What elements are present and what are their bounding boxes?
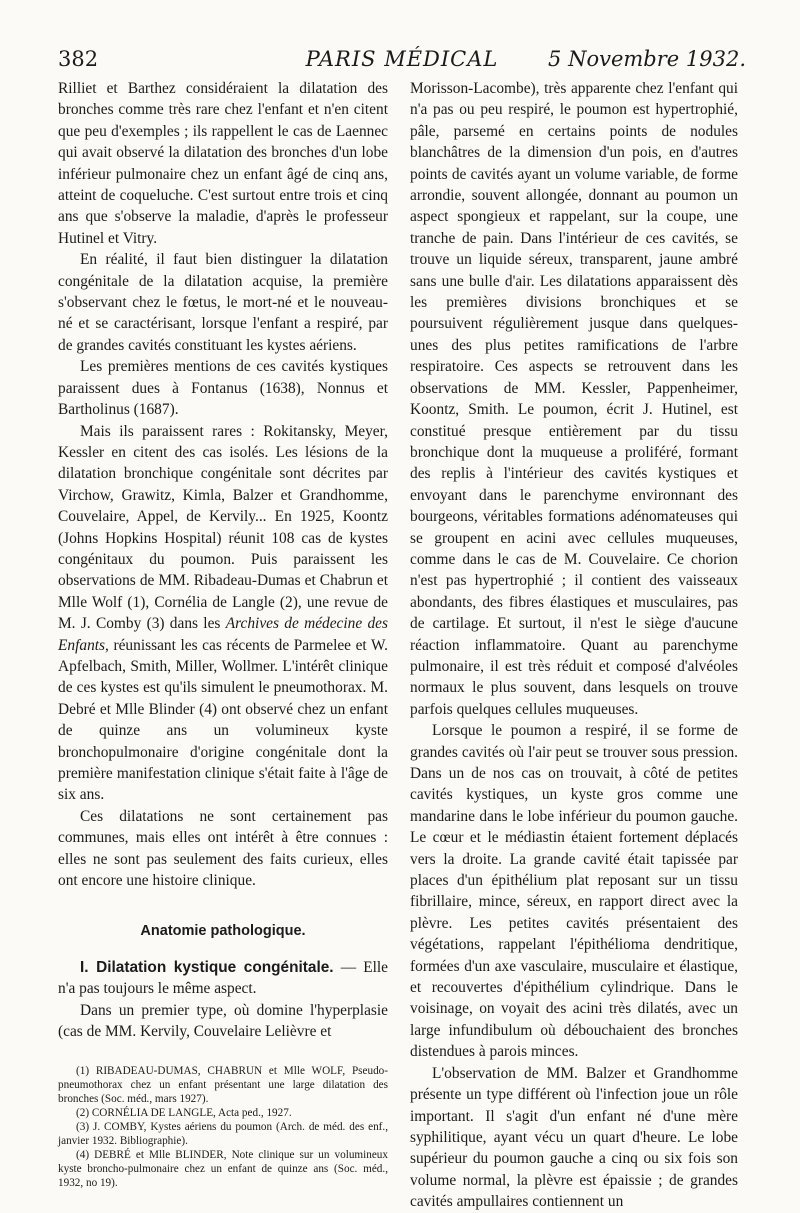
paragraph: Lorsque le poumon a respiré, il se forme de grandes cavités où l'air peut se trouver sous pression. Dans un de nos cas on trouvait, à côté de petites cavités kystiques, un kyste gros comme une mandarine dans le lobe inférieur du poumon gauche. Le cœur et le médiastin étaient fortement déplacés vers la droite. La grande cavité était tapissée par places d'un épithélium plat reposant sur un tissu fibrillaire, mince, séreux, en rapport direct avec la plèvre. Les petites cavités présentaient des végétations, rappelant l'épithélioma dendritique, formées d'un axe vasculaire, musculaire et élastique, et recouvertes d'épithélium cylindrique. Dans le voisinage, on voyait des acini très dilatés, avec un large infundibulum où débouchaient des bronches distendues à parois minces. <box>410 722 738 1061</box>
paragraph: Rilliet et Barthez considéraient la dilatation des bronches comme très rare chez l'enfant et n'en citent que peu d'exemples ; ils rappellent le cas de Laennec qui avait observé la dilatation des bronches d'un lobe inférieur pulmonaire chez un enfant âgé de cinq ans, atteint de coqueluche. C'est surtout entre trois et cinq ans que s'observe la maladie, d'après le professeur Hutinel et Vitry. <box>58 80 388 247</box>
footnote: (4) DEBRÉ et Mlle BLINDER, Note clinique sur un volumineux kyste broncho-pulmonaire chez un enfant de quinze ans (Soc. méd., 1932, no 19). <box>58 1149 388 1190</box>
subsection-heading: I. Dilatation kystique congénitale. — Elle n'a pas toujours le même aspect. <box>58 958 389 998</box>
right-column <box>410 78 738 1213</box>
paragraph: Morisson-Lacombe), très apparente chez l'enfant qui n'a pas ou peu respiré, le poumon est hypertrophié, pâle, parsemé en certains points de nodules blanchâtres de la dimension d'un pois, en d'autres points de cavités ayant un volume variable, de forme arrondie, souvent allongée, donnant au poumon un aspect spongieux et rappelant, sur la coupe, une tranche de pain. Dans l'intérieur de ces cavités, se trouve un liquide séreux, transparent, jaune ambré sans une bulle d'air. Les dilatations apparaissent dès les premières divisions bronchiques et se poursuivent régulièrement jusque dans quelques-unes des plus petites ramifications de l'arbre respiratoire. Ces aspects se retrouvent dans les observations de MM. Kessler, Pappenheimer, Koontz, Smith. Le poumon, écrit J. Hutinel, est constitué presque entièrement par du tissu bronchique dont la muqueuse a proliféré, formant des replis à l'intérieur des cavités kystiques et envoyant dans le parenchyme environnant des bourgeons, véritables formations adénomateuses qui se groupent en acini avec cellules muqueuses, comme dans le cas de M. Couvelaire. Ce chorion n'est pas hypertrophié ; il contient des vaisseaux abondants, des fibres élastiques et musculaires, pas de cartilage. Et surtout, il n'est le siège d'aucune réaction inflammatoire. Quant au parenchyme pulmonaire, il est très réduit et composé d'alvéoles normaux le plus souvent, dans lesquels on trouve parfois quelques cellules muqueuses. <box>410 80 738 718</box>
paragraph: L'observation de MM. Balzer et Grandhomme présente un type différent où l'infection joue un rôle important. Il s'agit d'un enfant né d'une mère syphilitique, ayant vécu un quart d'heure. Le lobe supérieur du poumon gauche a cinq ou six fois son volume normal, la plèvre est épaissie ; de grandes cavités ampullaires contiennent un <box>410 1064 738 1211</box>
paragraph: Ces dilatations ne sont certainement pas communes, mais elles ont intérêt à être connues : elles ne sont pas seulement des faits curieux, elles ont encore une histoire clinique. <box>58 807 388 890</box>
issue-date: 5 Novembre 1932. <box>548 47 746 71</box>
paragraph: En réalité, il faut bien distinguer la dilatation congénitale de la dilatation acquise, la première s'observant chez le fœtus, le mort-né et le nouveau-né et se caractérisant, lorsque l'enfant a respiré, par de grandes cavités constituant les kystes aériens. <box>58 251 388 354</box>
paragraph: Mais ils paraissent rares : Rokitansky, Meyer, Kessler en citent des cas isolés. Les lésions de la dilatation bronchique congénitale sont décrites par Virchow, Grawitz, Kimla, Balzer et Grandhomme, Couvelaire, Appel, de Kervily... En 1925, Koontz (Johns Hopkins Hospital) réunit 108 cas de kystes congénitaux du poumon. Puis paraissent les observations de MM. Ribadeau-Dumas et Chabrun et Mlle Wolf (1), Cornélia de Langle (2), une revue de M. J. Comby (3) dans les Archives de médecine des Enfants, réunissant les cas récents de Parmelee et W. Apfelbach, Smith, Miller, Wollmer. L'intérêt clinique de ces kystes est qu'ils simulent le pneumothorax. M. Debré et Mlle Blinder (4) ont observé chez un enfant de quinze ans un volumineux kyste bronchopulmonaire d'origine congénitale dont la première manifestation clinique s'était faite à l'âge de six ans. <box>58 422 388 804</box>
footnote: (3) J. COMBY, Kystes aériens du poumon (Arch. de méd. des enf., janvier 1932. Bibliographie). <box>58 1121 388 1148</box>
paragraph: Dans un premier type, où domine l'hyperplasie (cas de MM. Kervily, Couvelaire Lelièvre et <box>58 1001 388 1041</box>
section-heading: Anatomie pathologique. <box>140 923 306 940</box>
page-header <box>58 44 746 74</box>
page-number: 382 <box>58 47 99 71</box>
footnotes <box>58 1064 388 1190</box>
paragraph: Les premières mentions de ces cavités kystiques paraissent dues à Fontanus (1638), Nonnus et Bartholinus (1687). <box>58 358 388 419</box>
footnote: (2) CORNÉLIA DE LANGLE, Acta ped., 1927. <box>76 1107 292 1120</box>
footnote: (1) RIBADEAU-DUMAS, CHABRUN et Mlle WOLF, Pseudo-pneumothorax chez un enfant présentant une large dilatation des bronches (Soc. méd., mars 1927). <box>58 1065 388 1106</box>
journal-reference: Archives de médecine des Enfants <box>58 615 388 654</box>
left-column <box>58 78 388 1190</box>
journal-title: PARIS MÉDICAL <box>305 47 499 71</box>
